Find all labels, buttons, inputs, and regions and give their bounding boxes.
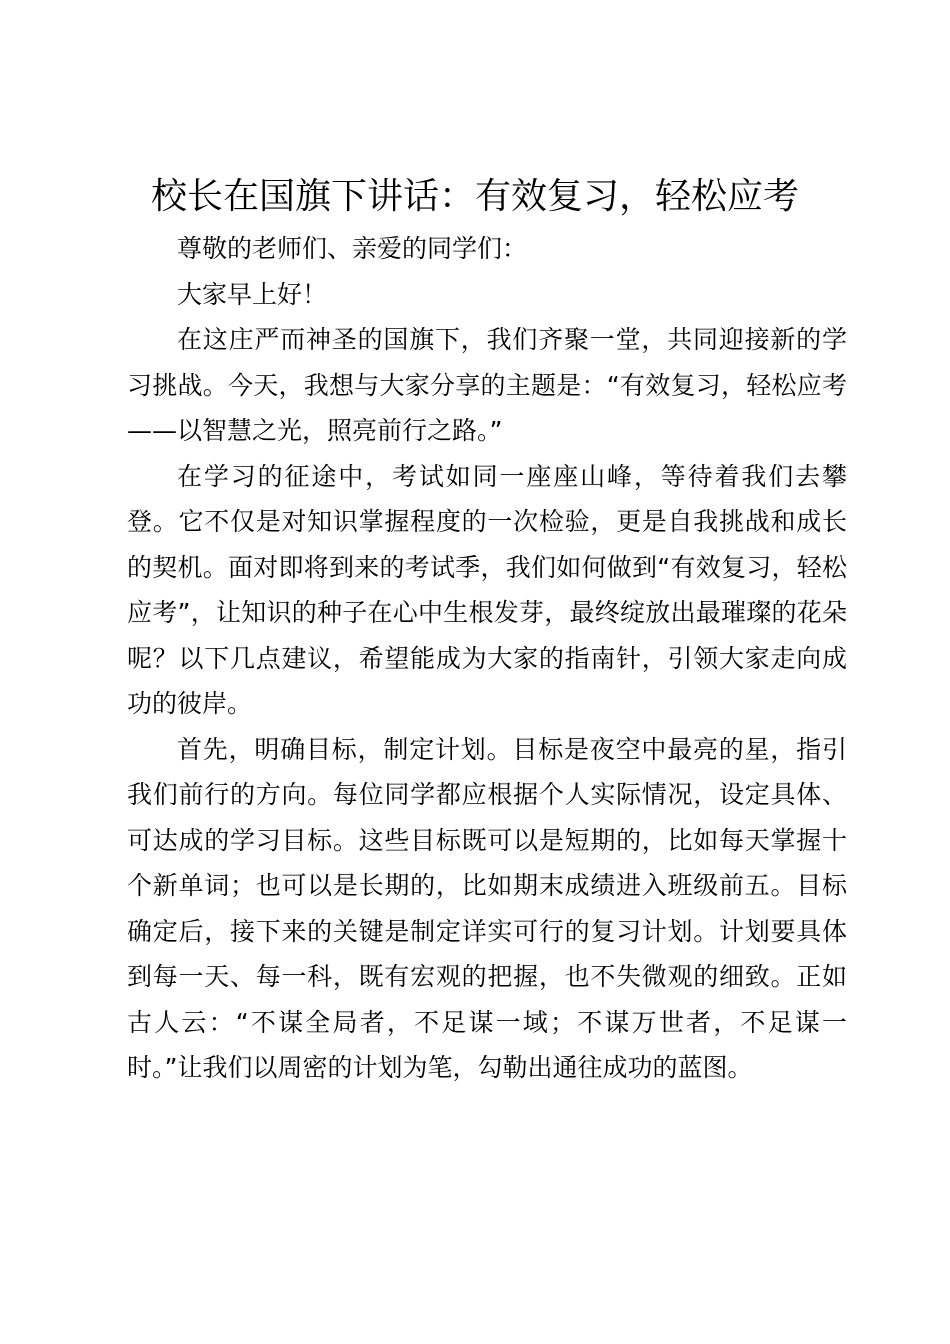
document-title: 校长在国旗下讲话：有效复习，轻松应考 [150, 176, 799, 217]
salutation-paragraph: 尊敬的老师们、亲爱的同学们： [177, 234, 528, 263]
intro-paragraph: 在这庄严而神圣的国旗下，我们齐聚一堂，共同迎接新的学习挑战。今天，我想与大家分享的主题是：“有效复习，轻松应考——以智慧之光，照亮前行之路。” [127, 325, 847, 445]
document-body [127, 226, 847, 1091]
greeting-paragraph: 大家早上好！ [177, 279, 328, 309]
goals-paragraph: 首先，明确目标，制定计划。目标是夜空中最亮的星，指引我们前行的方向。每位同学都应根据个人实际情况，设定具体、可达成的学习目标。这些目标既可以是短期的，比如每天掌握十个新单词；也可以是长期的，比如期末成绩进入班级前五。目标确定后，接下来的关键是制定详实可行的复习计划。计划要具体到每一天、每一科，既有宏观的把握，也不失微观的细致。正如古人云：“不谋全局者，不足谋一域；不谋万世者，不足谋一时。”让我们以周密的计划为笔，勾勒出通往成功的蓝图。 [127, 734, 847, 1082]
exam-paragraph: 在学习的征途中，考试如同一座座山峰，等待着我们去攀登。它不仅是对知识掌握程度的一次检验，更是自我挑战和成长的契机。面对即将到来的考试季，我们如何做到“有效复习，轻松应考”，让知识的种子在心中生根发芽，最终绽放出最璀璨的花朵呢？以下几点建议，希望能成为大家的指南针，引领大家走向成功的彼岸。 [127, 461, 847, 718]
